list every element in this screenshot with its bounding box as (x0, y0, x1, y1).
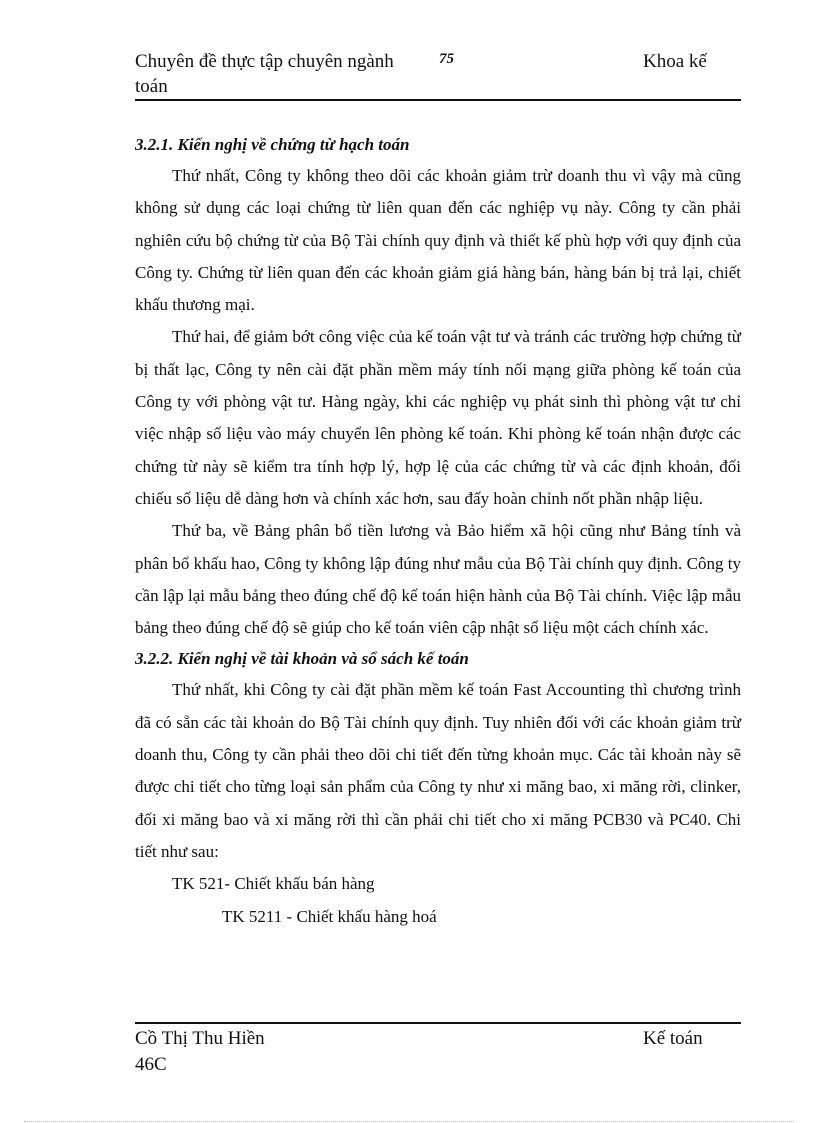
section-heading-3-2-1: 3.2.1. Kiến nghị về chứng từ hạch toán (135, 135, 410, 154)
page-body (135, 130, 741, 933)
paragraph: Thứ hai, để giảm bớt công việc của kế toán vật tư và tránh các trường hợp chứng từ bị thất lạc, Công ty nên cài đặt phần mềm máy tính nối mạng giữa phòng kế toán của Công ty với phòng vật tư. Hàng ngày, khi các nghiệp vụ phát sinh thì phòng vật tư chỉ việc nhập số liệu vào máy chuyển lên phòng kế toán. Khi phòng kế toán nhận được các chứng từ này sẽ kiểm tra tính hợp lý, hợp lệ của các chứng từ và các định khoản, đối chiếu số liệu dễ dàng hơn và chính xác hơn, sau đấy hoàn chỉnh nốt phần nhập liệu. (135, 327, 741, 508)
paragraph: Thứ nhất, khi Công ty cài đặt phần mềm kế toán Fast Accounting thì chương trình đã có sẵn các tài khoản do Bộ Tài chính quy định. Tuy nhiên đối với các khoản giảm trừ doanh thu, Công ty cần phải theo dõi chi tiết đến từng khoản mục. Các tài khoản này sẽ được chi tiết cho từng loại sản phẩm của Công ty như xi măng bao, xi măng rời, clinker, đối xi măng bao và xi măng rời thì cần phải chi tiết cho xi măng PCB30 và PC40. Chi tiết như sau: (135, 680, 741, 861)
account-line-5211: TK 5211 - Chiết khấu hàng hoá (222, 906, 437, 926)
page-footer (135, 1026, 741, 1082)
paragraph: Thứ nhất, Công ty không theo dõi các khoản giảm trừ doanh thu vì vậy mà cũng không sử dụng các loại chứng từ liên quan đến các nghiệp vụ này. Công ty cần phải nghiên cứu bộ chứng từ của Bộ Tài chính quy định và thiết kế phù hợp với quy định của Công ty. Chứng từ liên quan đến các khoản giảm giá hàng bán, hàng bán bị trả lại, chiết khấu thương mại. (135, 166, 741, 315)
page-header (135, 46, 741, 100)
footer-class: 46C (135, 1054, 167, 1075)
header-title: Chuyên đề thực tập chuyên ngành (135, 51, 394, 72)
footer-author: Cồ Thị Thu Hiền (135, 1028, 265, 1049)
page-edge-divider (24, 1121, 794, 1122)
page-number: 75 (439, 51, 454, 67)
paragraph: Thứ ba, về Bảng phân bổ tiền lương và Bảo hiểm xã hội cũng như Bảng tính và phân bổ khấu hao, Công ty không lập đúng như mẫu của Bộ Tài chính quy định. Công ty cần lập lại mẫu bảng theo đúng chế độ kế toán hiện hành của Bộ Tài chính. Việc lập mẫu bảng theo đúng chế độ sẽ giúp cho kế toán viên cập nhật số liệu một cách chính xác. (135, 521, 741, 638)
account-line-521: TK 521- Chiết khấu bán hàng (172, 874, 375, 894)
header-divider (135, 99, 741, 101)
header-title-continued: toán (135, 76, 168, 97)
footer-major: Kế toán (643, 1028, 703, 1049)
header-department: Khoa kế (643, 51, 707, 72)
section-heading-3-2-2: 3.2.2. Kiến nghị về tài khoản và sổ sách kế toán (135, 649, 469, 669)
footer-divider (135, 1022, 741, 1024)
